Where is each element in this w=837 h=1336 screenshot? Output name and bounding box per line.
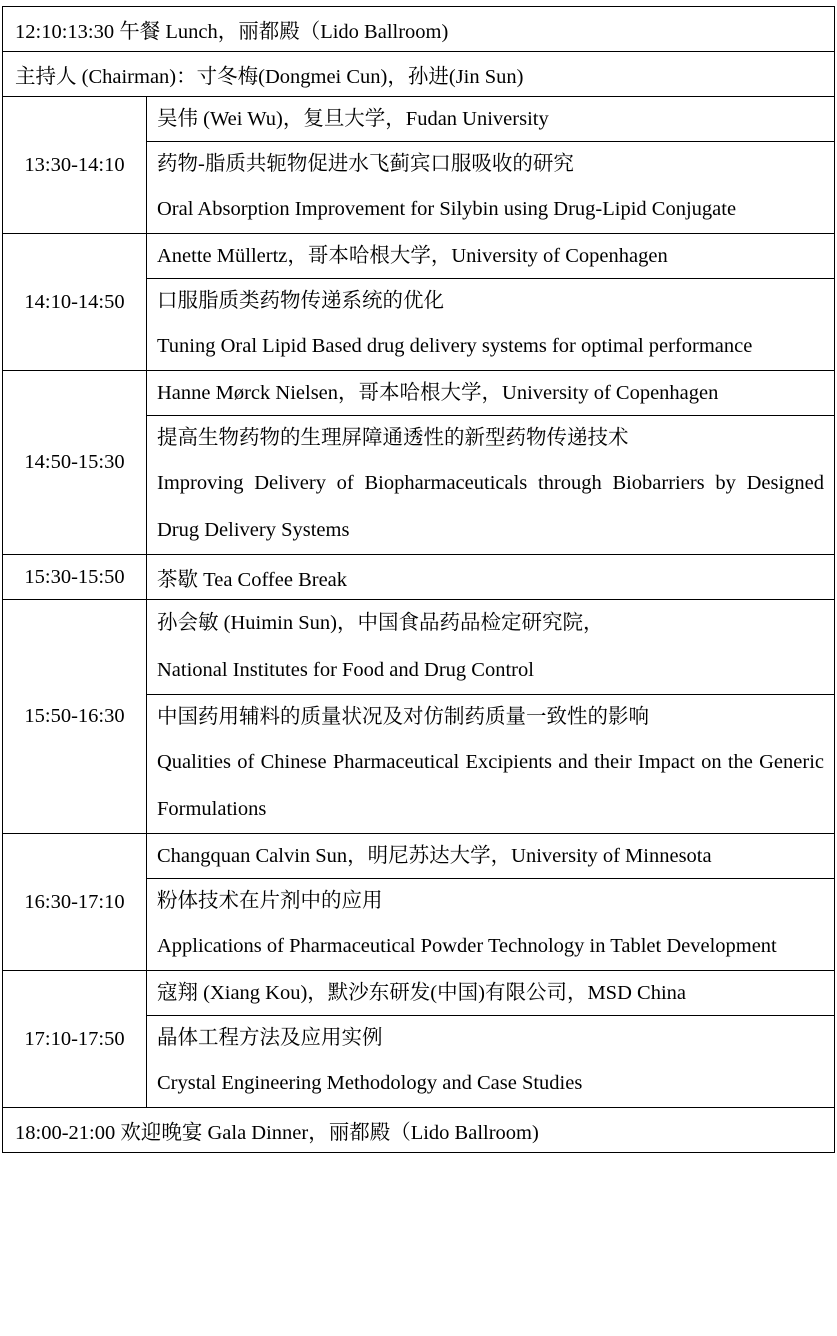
talk-speaker: Changquan Calvin Sun，明尼苏达大学，University of Minnesota xyxy=(147,834,834,879)
talk-time: 15:50-16:30 xyxy=(3,600,147,834)
talk-time: 13:30-14:10 xyxy=(3,97,147,234)
talk-details xyxy=(147,971,835,1108)
dinner-row xyxy=(3,1108,835,1153)
talk-details xyxy=(147,97,835,234)
talk-speaker-line: 孙会敏 (Huimin Sun)，中国食品药品检定研究院， xyxy=(157,612,604,634)
schedule-table xyxy=(2,6,835,1153)
talk-details xyxy=(147,600,835,834)
lunch-cell: 12:10:13:30 午餐 Lunch，丽都殿（Lido Ballroom) xyxy=(3,7,835,52)
talk-speaker: Anette Müllertz，哥本哈根大学，University of Copenhagen xyxy=(147,234,834,279)
talk-title-cn: 提高生物药物的生理屏障通透性的新型药物传递技术 xyxy=(157,427,629,449)
talk-title-cn: 药物-脂质共轭物促进水飞蓟宾口服吸收的研究 xyxy=(157,153,574,175)
talk-time: 17:10-17:50 xyxy=(3,971,147,1108)
chair-cell: 主持人 (Chairman)：寸冬梅(Dongmei Cun)，孙进(Jin Sun) xyxy=(3,52,835,97)
lunch-row xyxy=(3,7,835,52)
talk-title-en: Crystal Engineering Methodology and Case Studies xyxy=(157,1072,583,1094)
talk-title-en: Oral Absorption Improvement for Silybin using Drug-Lipid Conjugate xyxy=(157,198,737,220)
talk-title-en: Improving Delivery of Biopharmaceuticals through Biobarriers by Designed Drug Delivery Systems xyxy=(157,472,824,541)
chair-row xyxy=(3,52,835,97)
talk-speaker xyxy=(147,600,834,695)
break-label: 茶歇 Tea Coffee Break xyxy=(147,555,835,600)
talk-details xyxy=(147,371,835,555)
talk-details xyxy=(147,834,835,971)
talk-row xyxy=(3,234,835,371)
talk-speaker: 吴伟 (Wei Wu)，复旦大学，Fudan University xyxy=(147,97,834,142)
talk-details xyxy=(147,234,835,371)
talk-title-cn: 口服脂质类药物传递系统的优化 xyxy=(157,290,444,312)
break-time: 15:30-15:50 xyxy=(3,555,147,600)
talk-row xyxy=(3,971,835,1108)
break-row xyxy=(3,555,835,600)
talk-title-cn: 粉体技术在片剂中的应用 xyxy=(157,890,383,912)
talk-time: 16:30-17:10 xyxy=(3,834,147,971)
talk-row xyxy=(3,371,835,555)
talk-title-en: Qualities of Chinese Pharmaceutical Excipients and their Impact on the Generic Formulations xyxy=(157,751,824,820)
talk-row xyxy=(3,600,835,834)
talk-speaker: 寇翔 (Xiang Kou)，默沙东研发(中国)有限公司，MSD China xyxy=(147,971,834,1016)
talk-title-en: Tuning Oral Lipid Based drug delivery systems for optimal performance xyxy=(157,335,753,357)
talk-row xyxy=(3,97,835,234)
talk-title-en: Applications of Pharmaceutical Powder Technology in Tablet Development xyxy=(157,935,777,957)
talk-speaker-affiliation: National Institutes for Food and Drug Control xyxy=(157,659,534,681)
dinner-cell: 18:00-21:00 欢迎晚宴 Gala Dinner，丽都殿（Lido Ballroom) xyxy=(3,1108,835,1153)
talk-title-cn: 中国药用辅料的质量状况及对仿制药质量一致性的影响 xyxy=(157,706,649,728)
talk-speaker: Hanne Mørck Nielsen，哥本哈根大学，University of Copenhagen xyxy=(147,371,834,416)
talk-time: 14:50-15:30 xyxy=(3,371,147,555)
talk-row xyxy=(3,834,835,971)
talk-time: 14:10-14:50 xyxy=(3,234,147,371)
talk-title-cn: 晶体工程方法及应用实例 xyxy=(157,1027,383,1049)
